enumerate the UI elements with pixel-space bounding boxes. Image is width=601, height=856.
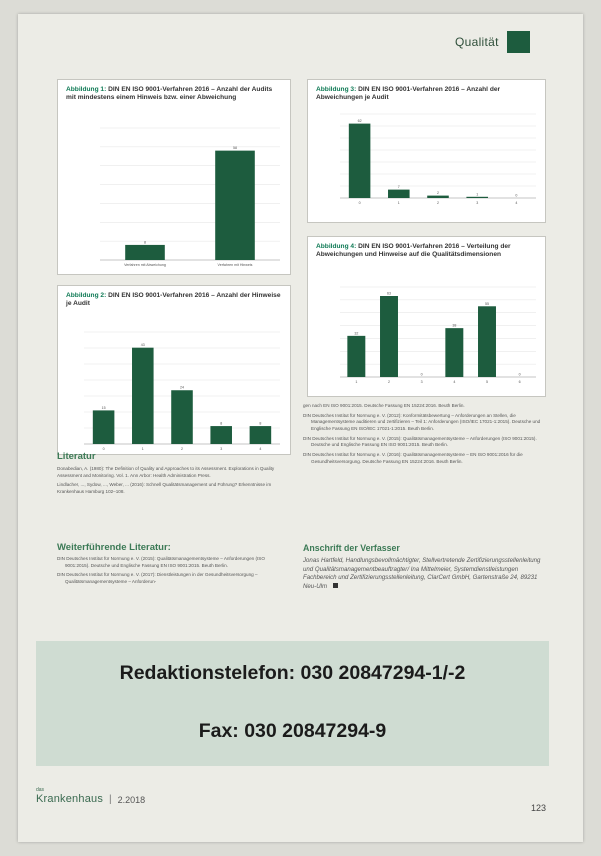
figure-3 bbox=[307, 79, 546, 223]
bar bbox=[349, 124, 371, 198]
tick-label: 2 bbox=[388, 380, 390, 384]
bar bbox=[380, 296, 398, 377]
weiter-item: DIN Deutsches Institut für Normung e. V. (2017): Dienstleistungen in der Gesundheitsversorgung – Qualitätsmanagementsysteme – Anforderun- bbox=[57, 572, 258, 584]
data-label: 43 bbox=[140, 343, 145, 348]
literatur-list bbox=[57, 466, 289, 499]
bar bbox=[347, 336, 365, 377]
tick-label: 3 bbox=[420, 380, 423, 384]
figure-1-title: Abbildung 1: DIN EN ISO 9001-Verfahren 2016 – Anzahl der Audits mit mindestens einem Hinweis bzw. einer Abweichung bbox=[66, 86, 273, 102]
bar bbox=[210, 426, 232, 444]
reference-item: DIN Deutsches Institut für Normung e. V. (2012): Konformitätsbewertung – Anforderungen an Stellen, die Managementsysteme auditieren und zertifizieren – Teil 1: Anforderungen (ISO/IEC 17021-1:2015). Deutsche und Englische Fassung EN ISO/IEC 17021-1:2015. Beuth Berlin. bbox=[303, 412, 541, 431]
tick-label: 3 bbox=[220, 447, 223, 451]
figure-1 bbox=[57, 79, 291, 275]
figure-2-title: Abbildung 2: DIN EN ISO 9001-Verfahren 2016 – Anzahl der Hinweise je Audit bbox=[66, 292, 281, 308]
data-label: 62 bbox=[357, 119, 362, 124]
tick-label: 1 bbox=[141, 447, 144, 451]
address-text: Jonas Hartfeld, Handlungsbevollmächtigter, Stellvertretende Zertifizierungsstellenleitung und Qualitätsmanagementbeauftragter/ Ina Mittelmeier, Systemdienstleistungen Fachbereich und Zertifizierungsstellenleitung, ClarCert GmbH, Gartenstraße 24, 89231 Neu-Ulm bbox=[303, 557, 541, 590]
editorial-phone: Redaktionstelefon: 030 20847294-1/-2 bbox=[119, 662, 466, 684]
data-label: 8 bbox=[220, 421, 223, 426]
fax-number: Fax: 030 20847294-9 bbox=[198, 720, 387, 742]
data-label: 8 bbox=[259, 421, 262, 426]
tick-label: 0 bbox=[358, 201, 361, 205]
tick-label: Verfahren mit Hinweis bbox=[217, 263, 253, 267]
bar bbox=[466, 197, 488, 198]
data-label: 58 bbox=[233, 146, 237, 151]
weiter-heading: Weiterführende Literatur: bbox=[57, 542, 171, 553]
data-label: 7 bbox=[397, 185, 400, 190]
figure-1-chart bbox=[58, 80, 290, 274]
data-label: 38 bbox=[452, 323, 457, 328]
bar bbox=[171, 390, 193, 444]
literatur-item: Donabedian, A. (1980): The Definition of Quality and Approaches to its Assessment. Explorations in Quality Assessment and Monitoring. Vol. 1. Ann Arbor: Health Administration Press. bbox=[57, 466, 275, 478]
data-label: 15 bbox=[101, 405, 106, 410]
reference-item: DIN Deutsches Institut für Normung e. V. (2015): Qualitätsmanagementsysteme – Anforderungen (ISO 9001:2015). Deutsche und Englische Fassung EN ISO 9001:2015. Beuth Berlin. bbox=[303, 435, 537, 448]
data-label: 2 bbox=[437, 191, 439, 196]
tick-label: 1 bbox=[355, 380, 358, 384]
end-marker bbox=[333, 583, 338, 588]
tick-label: Verfahren mit Abweichung bbox=[124, 263, 166, 267]
bar bbox=[93, 410, 115, 444]
literatur-heading: Literatur bbox=[57, 451, 96, 462]
tick-label: 6 bbox=[518, 380, 521, 384]
figure-3-title: Abbildung 3: DIN EN ISO 9001-Verfahren 2016 – Anzahl der Abweichungen je Audit bbox=[316, 86, 501, 102]
data-label: 8 bbox=[144, 240, 146, 245]
tick-label: 4 bbox=[453, 380, 456, 384]
section-label: Qualität bbox=[455, 35, 499, 49]
section-marker bbox=[507, 31, 530, 53]
figure-3-chart bbox=[308, 80, 545, 222]
data-label: 32 bbox=[354, 331, 359, 336]
section-tag bbox=[455, 31, 530, 53]
footer bbox=[36, 787, 146, 805]
reference-item: gen nach EN ISO 9001:2015. Deutsche Fassung EN 15224:2016. Beuth Berlin. bbox=[303, 403, 465, 408]
issue-number: 2.2018 bbox=[117, 795, 146, 805]
tick-label: 1 bbox=[397, 201, 400, 205]
literatur-item: Lindlacher, ..., Sydow, ..., Weber, ... (2016): Schnell Qualitätsmanagement und Führung? Erkenntnisse im Krankenhaus Hamburg 102–108. bbox=[57, 482, 272, 494]
tick-label: 2 bbox=[181, 447, 183, 451]
page-number: 123 bbox=[531, 803, 547, 813]
magazine-name: Krankenhaus bbox=[36, 793, 104, 805]
data-label: 55 bbox=[485, 301, 489, 306]
figure-4-title: Abbildung 4: DIN EN ISO 9001-Verfahren 2016 – Verteilung der Abweichungen und Hinweise auf die Qualitätsdimensionen bbox=[316, 243, 511, 259]
right-references bbox=[303, 403, 548, 468]
bar bbox=[445, 328, 463, 377]
bar bbox=[427, 196, 449, 198]
weiter-item: DIN Deutsches Institut für Normung e. V. (2015): Qualitätsmanagementsysteme – Anforderungen (ISO 9001:2015). Deutsche und Englische Fassung EN ISO 9001:2015. Beuth Berlin. bbox=[57, 556, 265, 568]
tick-label: 2 bbox=[437, 201, 439, 205]
figure-2-chart bbox=[58, 286, 290, 454]
data-label: 1 bbox=[476, 192, 479, 197]
data-label: 0 bbox=[515, 193, 518, 198]
footer-separator: | bbox=[109, 794, 112, 805]
tick-label: 0 bbox=[102, 447, 105, 451]
reference-item: DIN Deutsches Institut für Normung e. V. (2016): Qualitätsmanagementsysteme – EN ISO 9001:2016 für die Gesundheitsversorgung. Deutsche Fassung EN 15224:2016. Beuth Berlin. bbox=[303, 451, 523, 464]
bar bbox=[125, 245, 165, 260]
bar bbox=[132, 348, 154, 444]
data-label: 24 bbox=[180, 385, 184, 390]
tick-label: 5 bbox=[486, 380, 488, 384]
figure-2 bbox=[57, 285, 291, 455]
bar bbox=[215, 151, 255, 260]
figure-4 bbox=[307, 236, 546, 397]
tick-label: 4 bbox=[515, 201, 518, 205]
data-label: 0 bbox=[518, 372, 521, 377]
tick-label: 3 bbox=[476, 201, 479, 205]
contact-box bbox=[36, 641, 549, 766]
weiter-list bbox=[57, 556, 289, 589]
address-heading: Anschrift der Verfasser bbox=[303, 543, 400, 553]
footer-prefix: das bbox=[36, 787, 45, 793]
tick-label: 4 bbox=[259, 447, 262, 451]
data-label: 63 bbox=[387, 291, 391, 296]
data-label: 0 bbox=[420, 372, 423, 377]
figure-4-chart bbox=[308, 237, 545, 396]
bar bbox=[250, 426, 272, 444]
bar bbox=[478, 306, 496, 377]
bar bbox=[388, 190, 410, 198]
